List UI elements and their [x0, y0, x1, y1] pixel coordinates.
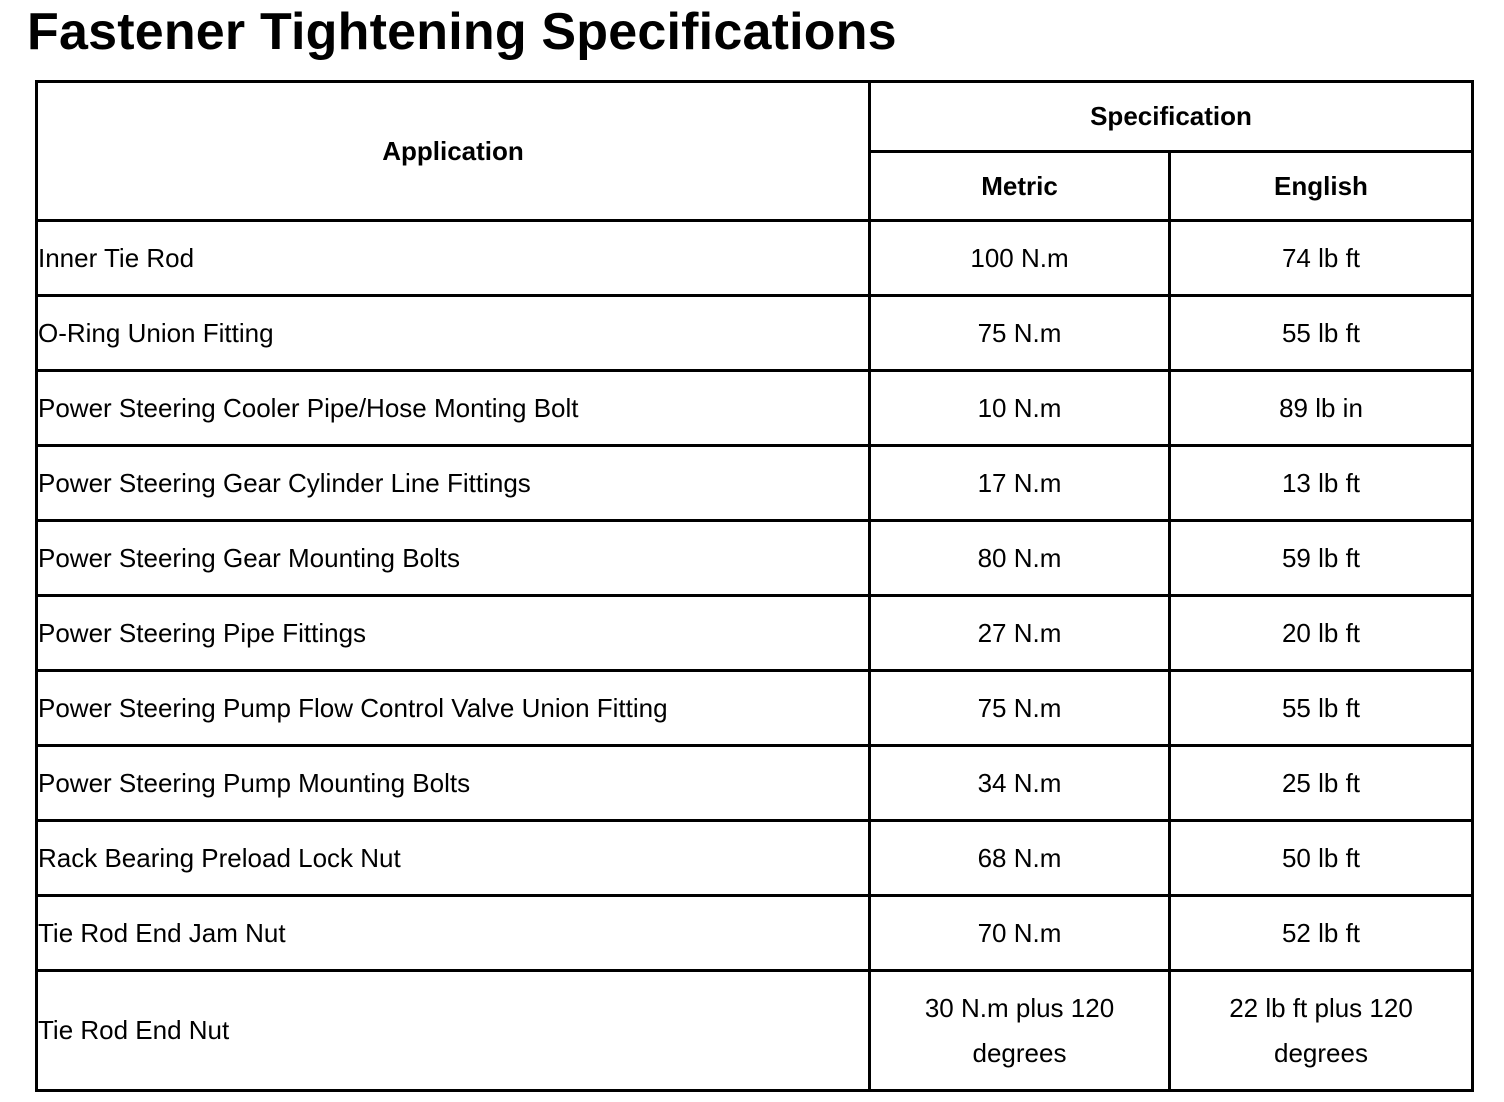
metric-cell: 10 N.m [870, 371, 1170, 446]
table-row [37, 446, 1473, 521]
metric-cell: 27 N.m [870, 596, 1170, 671]
page-title: Fastener Tightening Specifications [27, 3, 897, 61]
english-cell: 89 lb in [1170, 371, 1473, 446]
metric-cell: 75 N.m [870, 296, 1170, 371]
english-cell: 74 lb ft [1170, 221, 1473, 296]
application-cell: Rack Bearing Preload Lock Nut [37, 821, 870, 896]
application-cell: Power Steering Cooler Pipe/Hose Monting Bolt [37, 371, 870, 446]
english-value: 22 lb ft plus 120 degrees [1229, 992, 1413, 1068]
table-row [37, 221, 1473, 296]
english-cell: 13 lb ft [1170, 446, 1473, 521]
table-row [37, 821, 1473, 896]
application-cell: Power Steering Gear Mounting Bolts [37, 521, 870, 596]
english-cell: 50 lb ft [1170, 821, 1473, 896]
metric-cell: 75 N.m [870, 671, 1170, 746]
metric-value: 30 N.m plus 120 degrees [924, 992, 1115, 1068]
table-row [37, 596, 1473, 671]
fastener-spec-table [35, 80, 1474, 1092]
english-cell: 25 lb ft [1170, 746, 1473, 821]
english-cell: 55 lb ft [1170, 296, 1473, 371]
table-row [37, 971, 1473, 1091]
application-cell: Inner Tie Rod [37, 221, 870, 296]
metric-cell: 34 N.m [870, 746, 1170, 821]
english-cell [1170, 971, 1473, 1091]
application-cell: Power Steering Pump Mounting Bolts [37, 746, 870, 821]
metric-cell [870, 971, 1170, 1091]
header-metric: Metric [870, 152, 1170, 221]
application-cell: Tie Rod End Nut [37, 971, 870, 1091]
metric-cell: 68 N.m [870, 821, 1170, 896]
table-row [37, 896, 1473, 971]
application-cell: Power Steering Gear Cylinder Line Fittings [37, 446, 870, 521]
table-row [37, 671, 1473, 746]
english-cell: 20 lb ft [1170, 596, 1473, 671]
metric-cell: 80 N.m [870, 521, 1170, 596]
english-cell: 52 lb ft [1170, 896, 1473, 971]
application-cell: Power Steering Pipe Fittings [37, 596, 870, 671]
table-row [37, 746, 1473, 821]
header-english: English [1170, 152, 1473, 221]
metric-cell: 100 N.m [870, 221, 1170, 296]
header-specification: Specification [870, 82, 1473, 152]
english-cell: 59 lb ft [1170, 521, 1473, 596]
table-row [37, 371, 1473, 446]
header-application: Application [37, 82, 870, 221]
application-cell: Tie Rod End Jam Nut [37, 896, 870, 971]
english-cell: 55 lb ft [1170, 671, 1473, 746]
table-row [37, 296, 1473, 371]
application-cell: Power Steering Pump Flow Control Valve Union Fitting [37, 671, 870, 746]
application-cell: O-Ring Union Fitting [37, 296, 870, 371]
metric-cell: 17 N.m [870, 446, 1170, 521]
header-row-top [37, 82, 1473, 152]
metric-cell: 70 N.m [870, 896, 1170, 971]
table-row [37, 521, 1473, 596]
